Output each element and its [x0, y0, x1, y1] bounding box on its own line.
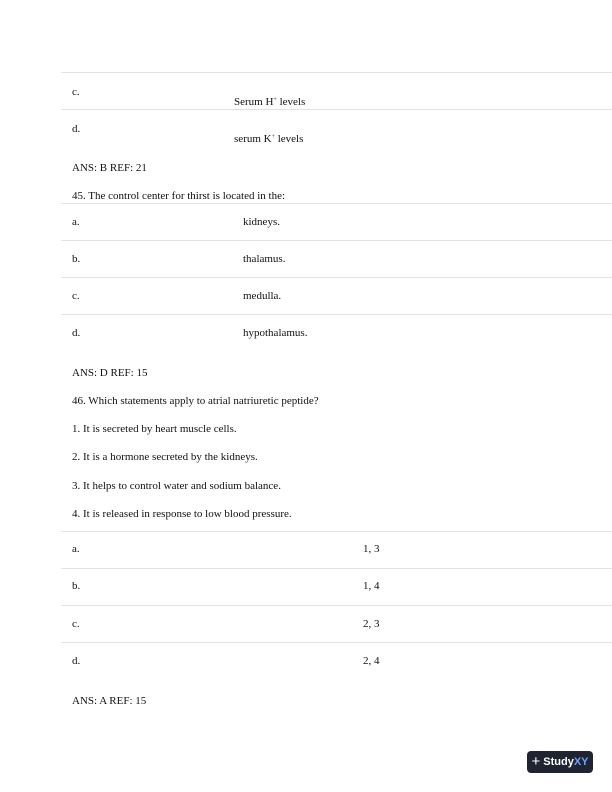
option-letter: b.	[72, 253, 81, 265]
studyxy-logo-button[interactable]	[527, 751, 593, 773]
plus-icon: +	[531, 752, 541, 770]
divider	[61, 568, 612, 569]
option-letter: d.	[72, 655, 81, 667]
option-letter: d.	[72, 327, 81, 339]
divider	[61, 605, 612, 606]
option-text: 2, 4	[363, 655, 380, 667]
option-text: thalamus.	[243, 253, 286, 265]
divider	[61, 72, 612, 73]
divider	[61, 277, 612, 278]
option-letter: c.	[72, 618, 80, 630]
option-text: hypothalamus.	[243, 327, 308, 339]
divider	[61, 240, 612, 241]
option-letter: b.	[72, 580, 81, 592]
divider	[61, 642, 612, 643]
option-text: serum K+ levels	[234, 133, 304, 145]
statement: 4. It is released in response to low blood pressure.	[72, 508, 292, 520]
option-text: 1, 3	[363, 543, 380, 555]
divider	[61, 531, 612, 532]
divider	[61, 203, 612, 204]
statement: 2. It is a hormone secreted by the kidneys.	[72, 451, 258, 463]
option-text: 2, 3	[363, 618, 380, 630]
answer-line: ANS: A REF: 15	[72, 695, 147, 707]
divider	[61, 314, 612, 315]
brand-name: StudyXY	[543, 756, 589, 768]
option-letter: d.	[72, 123, 81, 135]
option-letter: a.	[72, 216, 80, 228]
option-text: kidneys.	[243, 216, 280, 228]
option-letter: c.	[72, 290, 80, 302]
answer-line: ANS: B REF: 21	[72, 162, 147, 174]
option-text: Serum H+ levels	[234, 96, 306, 108]
statement: 1. It is secreted by heart muscle cells.	[72, 423, 237, 435]
option-text: 1, 4	[363, 580, 380, 592]
question-text: 46. Which statements apply to atrial natriuretic peptide?	[72, 395, 319, 407]
statement: 3. It helps to control water and sodium balance.	[72, 480, 281, 492]
option-letter: a.	[72, 543, 80, 555]
answer-line: ANS: D REF: 15	[72, 367, 148, 379]
divider	[61, 109, 612, 110]
question-text: 45. The control center for thirst is located in the:	[72, 190, 286, 202]
option-text: medulla.	[243, 290, 282, 302]
option-letter: c.	[72, 86, 80, 98]
